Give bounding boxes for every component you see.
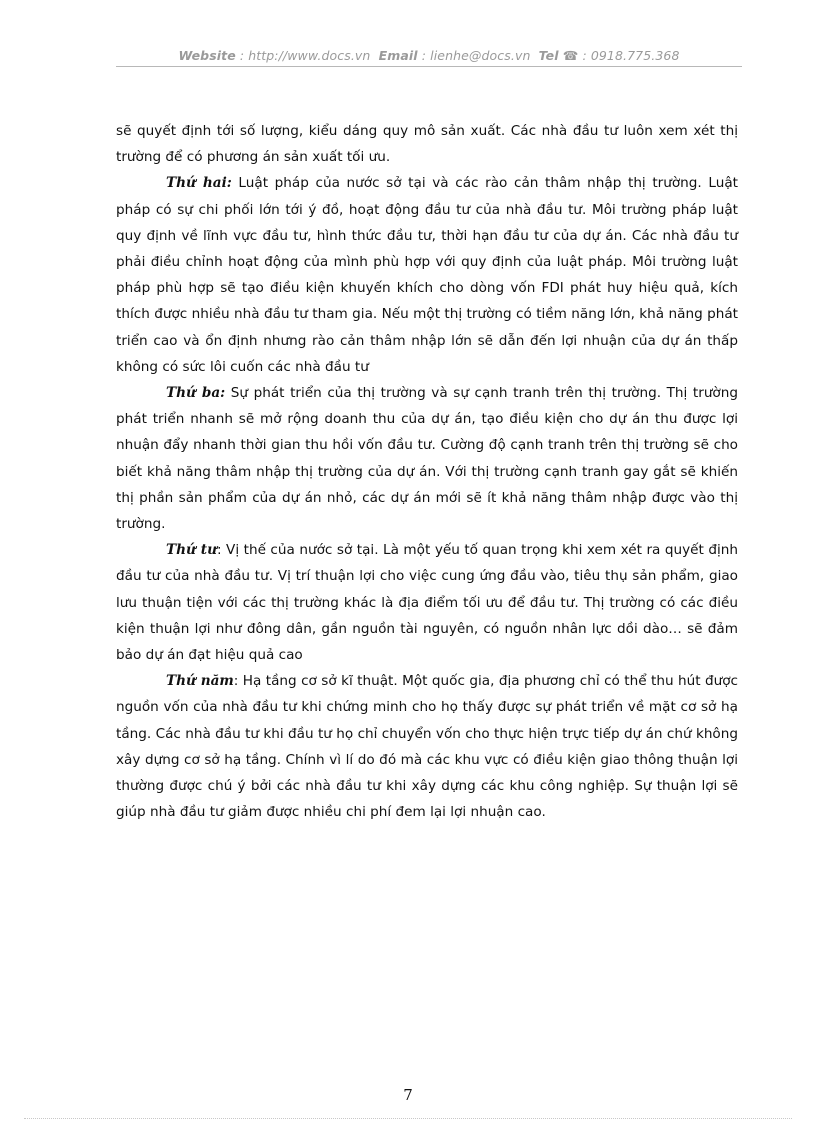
paragraph-text: : Hạ tầng cơ sở kĩ thuật. Một quốc gia, địa phương chỉ có thể thu hút được nguồn vốn của nhà đầu tư khi chứng minh cho họ thấy được sự phát triển về mặt cơ sở hạ tầng. Các nhà đầu tư khi đầu tư họ chỉ chuyển vốn cho thực hiện trực tiếp dự án chứ không xây dựng cơ sở hạ tầng. Chính vì lí do đó mà các khu vực có điều kiện giao thông thuận lợi thường được chú ý bởi các nhà đầu tư khi xây dựng các khu công nghiệp. Sự thuận lợi sẽ giúp nhà đầu tư giảm được nhiều chi phí đem lại lợi nhuận cao. <box>116 673 738 821</box>
paragraph-text: : Vị thế của nước sở tại. Là một yếu tố quan trọng khi xem xét ra quyết định đầu tư của nhà đầu tư. Vị trí thuận lợi cho việc cung ứng đầu vào, tiêu thụ sản phẩm, giao lưu thuận tiện với các thị trường khác là địa điểm tối ưu để đầu tư. Thị trường có các điều kiện thuận lợi như đông dân, gần nguồn tài nguyên, có nguồn nhân lực dồi dào… sẽ đảm bảo dự án đạt hiệu quả cao <box>116 542 738 664</box>
email-label: Email <box>378 48 418 63</box>
tel-label: Tel <box>538 48 559 63</box>
paragraph-lead: Thứ hai: <box>166 175 232 192</box>
paragraph-lead: Thứ tư <box>166 542 217 559</box>
paragraph-thu-ba <box>116 380 738 537</box>
tel-value: ☎ : 0918.775.368 <box>562 48 680 63</box>
page-number: 7 <box>403 1086 413 1104</box>
website-label: Website <box>178 48 236 63</box>
paragraph-lead: Thứ năm <box>166 673 234 690</box>
footer-divider <box>24 1118 792 1119</box>
paragraph-text: sẽ quyết định tới số lượng, kiểu dáng quy mô sản xuất. Các nhà đầu tư luôn xem xét thị trường để có phương án sản xuất tối ưu. <box>116 123 738 166</box>
paragraph-thu-hai <box>116 170 738 380</box>
paragraph-text: Luật pháp của nước sở tại và các rào cản thâm nhập thị trường. Luật pháp có sự chi phối lớn tới ý đồ, hoạt động đầu tư của nhà đầu tư. Môi trường pháp luật quy định về lĩnh vực đầu tư, hình thức đầu tư, thời hạn đầu tư của dự án. Các nhà đầu tư phải điều chỉnh hoạt động của mình phù hợp với quy định của luật pháp. Môi trường luật pháp phù hợp sẽ tạo điều kiện khuyến khích cho dòng vốn FDI phát huy hiệu quả, kích thích được nhiều nhà đầu tư tham gia. Nếu một thị trường có tiềm năng lớn, khả năng phát triển cao và ổn định nhưng rào cản thâm nhập lớn sẽ dẫn đến lợi nhuận của dự án thấp không có sức lôi cuốn các nhà đầu tư <box>116 175 738 375</box>
paragraph-lead: Thứ ba: <box>166 385 226 402</box>
paragraph-text: Sự phát triển của thị trường và sự cạnh tranh trên thị trường. Thị trường phát triển nhanh sẽ mở rộng doanh thu của dự án, tạo điều kiện cho dự án thu được lợi nhuận đẩy nhanh thời gian thu hồi vốn đầu tư. Cường độ cạnh tranh trên thị trường sẽ cho biết khả năng thâm nhập thị trường của dự án. Với thị trường cạnh tranh gay gắt sẽ khiến thị phần sản phẩm của dự án nhỏ, các dự án mới sẽ ít khả năng thâm nhập được vào thị trường. <box>116 385 738 533</box>
document-body <box>116 118 738 825</box>
page-header <box>116 48 742 63</box>
paragraph-continuation <box>116 118 738 170</box>
paragraph-thu-tu <box>116 537 738 668</box>
email-value: : lienhe@docs.vn <box>421 48 531 63</box>
header-divider <box>116 66 742 67</box>
website-value: : http://www.docs.vn <box>239 48 371 63</box>
paragraph-thu-nam <box>116 668 738 825</box>
